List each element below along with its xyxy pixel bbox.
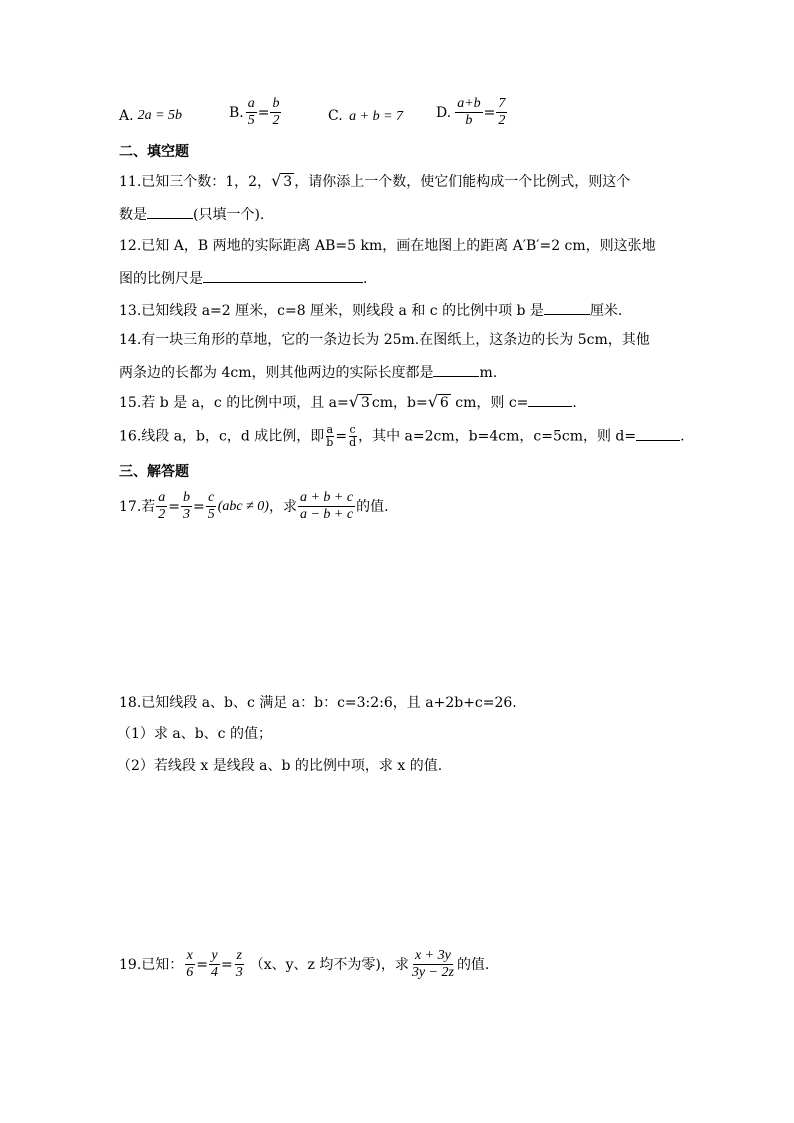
- fraction-z-over-3: $\frac{z}{3}$: [235, 948, 243, 980]
- fraction-c-over-5: $\frac{c}{5}$: [207, 490, 215, 522]
- option-c-expression: a + b = 7: [349, 109, 404, 124]
- fraction-a-over-b: $\frac{a}{b}$: [326, 423, 334, 449]
- answer-blank-15[interactable]: [528, 392, 572, 407]
- question-13: 13.已知线段 a=2 厘米，c=8 厘米，则线段 a 和 c 的比例中项 b 是 厘米.: [119, 300, 622, 321]
- fraction-c-over-d: $\frac{c}{d}$: [349, 423, 357, 449]
- question-11-line-2: 数是 (只填一个).: [119, 204, 264, 225]
- answer-blank-13[interactable]: [544, 300, 590, 315]
- option-b[interactable]: [229, 96, 282, 129]
- fraction-x-over-6: $\frac{x}{6}$: [186, 948, 194, 980]
- option-d-label: D.: [436, 104, 452, 121]
- option-c[interactable]: [328, 106, 403, 127]
- question-18-part-1: （1）求 a、b、c 的值；: [117, 726, 272, 742]
- fraction-expression-17: $\frac{a + b + c}{a - b + c}$: [299, 490, 354, 522]
- fraction-b-over-3: $\frac{b}{3}$: [183, 490, 190, 522]
- question-14-line-1: 14.有一块三角形的草地，它的一条边长为 25m.在图纸上，这条边的长为 5cm，其他: [119, 332, 650, 348]
- fraction-y-over-4: $\frac{y}{4}$: [211, 948, 218, 980]
- section-fill-in-title: 二、填空题: [119, 144, 189, 160]
- answer-blank-12[interactable]: [203, 268, 363, 283]
- question-12-line-1: 12.已知 A，B 两地的实际距离 AB=5 km，画在地图上的距离 A′B′=2 cm，则这张地: [119, 238, 656, 254]
- option-b-equals: =: [257, 104, 270, 121]
- option-b-fraction-right: $\frac{b}{2}$: [272, 96, 280, 128]
- answer-blank-11[interactable]: [147, 204, 193, 219]
- option-a-label: A.: [119, 108, 134, 124]
- question-15: 15.若 b 是 a，c 的比例中项，且 a= √ 3 cm，b= √ 6 cm，则 c= .: [119, 392, 577, 411]
- option-d[interactable]: [436, 96, 508, 129]
- option-d-fraction-left: $\frac{a+b}{b}$: [457, 96, 481, 128]
- fraction-a-over-2: $\frac{a}{2}$: [158, 490, 166, 522]
- section-answer-title: 三、解答题: [119, 464, 189, 480]
- question-11-line-1: 11.已知三个数：1，2， √ 3 ，请你添上一个数，使它们能构成一个比例式，则这个: [119, 171, 631, 190]
- option-c-label: C.: [328, 108, 343, 124]
- sqrt-6: √ 6: [427, 392, 449, 411]
- option-b-label: B.: [229, 104, 244, 121]
- condition-abc-nonzero: (abc ≠ 0): [217, 498, 269, 514]
- option-d-fraction-right: $\frac{7}{2}$: [498, 96, 506, 128]
- question-19: 19.已知： $\frac{x}{6}$ = $\frac{y}{4}$ = $\frac{z}{3}$ （x、y、z 均不为零)，求 $\frac{x + 3y}{3y - 2z}$ 的值.: [119, 948, 490, 980]
- question-14-line-2: 两条边的长都为 4cm，则其他两边的实际长度都是 m.: [119, 362, 497, 383]
- question-16: 16.线段 a，b，c，d 成比例，即 $\frac{a}{b}$ = $\frac{c}{d}$ ，其中 a=2cm，b=4cm，c=5cm，则 d= .: [119, 423, 685, 449]
- question-17: 17.若 $\frac{a}{2}$ = $\frac{b}{3}$ = $\frac{c}{5}$ (abc ≠ 0) ，求 $\frac{a + b + c}{a - b + c}$ 的值.: [119, 490, 389, 522]
- question-18-line-1: 18.已知线段 a、b、c 满足 a：b：c=3:2:6，且 a+2b+c=26.: [119, 695, 517, 711]
- answer-blank-14[interactable]: [433, 362, 479, 377]
- question-18-part-2: （2）若线段 x 是线段 a、b 的比例中项，求 x 的值.: [117, 758, 443, 774]
- sqrt-3: √ 3: [271, 171, 293, 190]
- options-row: [119, 106, 182, 126]
- option-a-expression: 2a = 5b: [137, 108, 183, 123]
- option-a[interactable]: [119, 106, 182, 126]
- answer-blank-16[interactable]: [636, 426, 680, 441]
- question-12-line-2: 图的比例尺是 .: [119, 268, 367, 289]
- option-d-equals: =: [483, 104, 496, 121]
- option-b-fraction-left: $\frac{a}{5}$: [247, 96, 255, 128]
- fraction-expression-19: $\frac{x + 3y}{3y - 2z}$: [411, 948, 454, 980]
- sqrt-3-b: √ 3: [348, 392, 370, 411]
